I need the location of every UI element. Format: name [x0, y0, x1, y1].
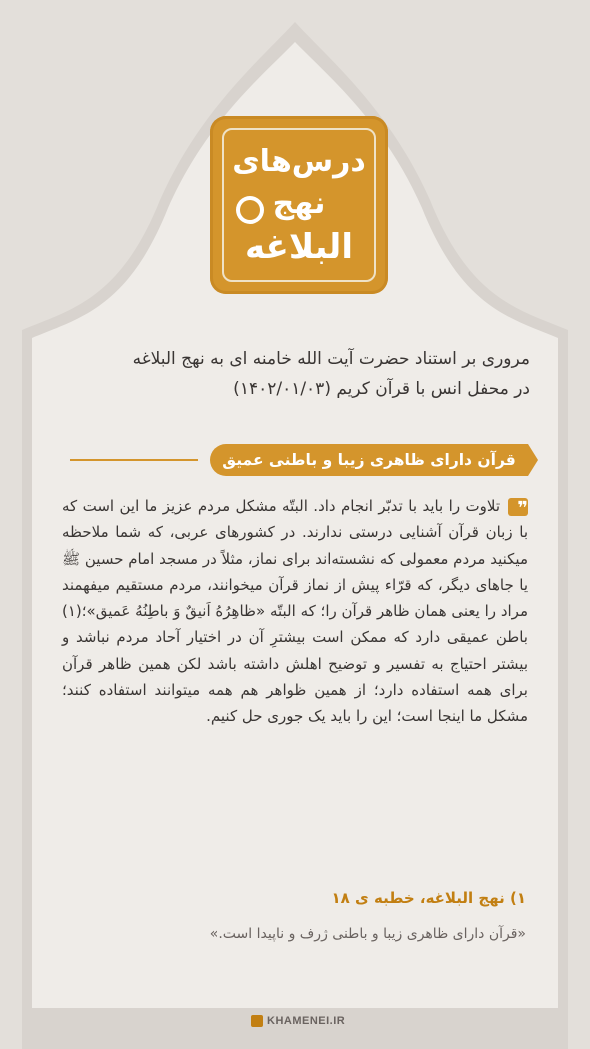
title-divider-left	[70, 459, 198, 461]
intro-line-1: مروری بر استناد حضرت آیت الله خامنه ای به نهج البلاغه	[132, 349, 530, 369]
reference-title: ۱) نهج البلاغه، خطبه ی ۱۸	[331, 889, 526, 907]
intro-text	[60, 344, 530, 404]
quote-icon: ❞	[508, 498, 528, 516]
section-title-label: قرآن دارای ظاهری زیبا و باطنی عمیق	[222, 451, 516, 469]
logo-line-3: البلاغه	[245, 227, 353, 267]
section-title-bar	[70, 440, 520, 480]
quote-body-text: تلاوت را باید با تدبّر انجام داد. البتّه مشکل مردم عزیز ما این است که با زبان قرآن آشنایی درستی ندارند. در کشورهای عربی، که شما ملاحظه میکنید مردم معمولی که نشسته‌اند برای نماز، مثلاً در مسجد امام حسین ﷺ یا جاهای دیگر، که قرّاء پیش از نماز قرآن میخوانند، مردم مستقیم میفهمند مراد را یعنی همان ظاهر قرآن را؛ که البتّه «ظاهِرُهُ اَنیقٌ وَ باطِنُهُ عَمیق»؛(۱) باطن عمیقی دارد که ممکن است بیشترِ آن در اختیار آحاد مردم نباشد و بیشتر احتیاج به تفسیر و توضیح اهلش داشته باشد لکن همین ظاهر قرآن برای همه استفاده دارد؛ از همین ظواهر هم همه میتوانند استفاده کنند؛ مشکل ما اینجا است؛ این را باید یک جوری حل کنیم.	[62, 497, 528, 726]
section-title	[210, 444, 528, 476]
logo-line-1: درس‌های	[232, 144, 366, 179]
logo-line-2: نهج	[272, 186, 326, 221]
logo-badge	[210, 116, 388, 294]
reference-text: «قرآن دارای ظاهری زیبا و باطنی ژرف و ناپیدا است.»	[209, 926, 526, 942]
quote-body	[62, 493, 528, 730]
site-label: KHAMENEI.IR	[267, 1015, 346, 1027]
intro-line-2: در محفل انس با قرآن کریم (۱۴۰۲/۰۱/۰۳)	[233, 379, 530, 399]
khamenei-logo-icon	[251, 1015, 263, 1027]
site-link[interactable]	[251, 1010, 371, 1032]
seal-icon	[236, 196, 264, 224]
